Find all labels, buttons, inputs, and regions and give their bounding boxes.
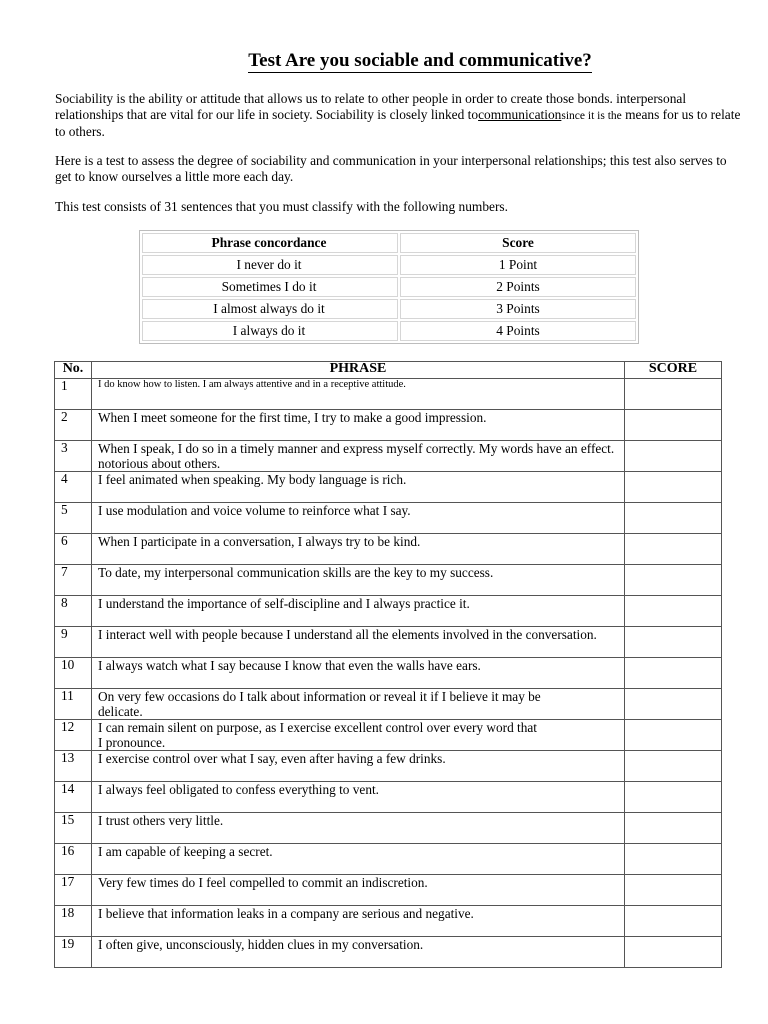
question-number: 10 xyxy=(55,658,92,689)
question-number: 3 xyxy=(55,441,92,472)
legend-row xyxy=(142,299,636,319)
question-number: 6 xyxy=(55,534,92,565)
legend-phrase: I always do it xyxy=(142,321,398,341)
question-number: 17 xyxy=(55,875,92,906)
question-phrase-line: I believe that information leaks in a company are serious and negative. xyxy=(98,906,474,921)
legend-row xyxy=(142,321,636,341)
question-phrase xyxy=(92,534,625,565)
question-number: 1 xyxy=(55,379,92,410)
question-phrase-line: I trust others very little. xyxy=(98,813,224,828)
legend-score: 1 Point xyxy=(400,255,636,275)
intro-text-1a: Sociability is the ability or attitude that allows us to relate to other people in order to create those bonds. interpersonal relationships that are vital for our life in society. Sociability is closely linked to xyxy=(55,91,687,122)
question-phrase-line: To date, my interpersonal communication skills are the key to my success. xyxy=(98,565,494,580)
score-cell[interactable] xyxy=(625,906,722,937)
question-phrase xyxy=(92,379,625,410)
intro-small-text: since it is the xyxy=(561,109,622,122)
question-phrase-line: I am capable of keeping a secret. xyxy=(98,844,273,859)
question-number: 12 xyxy=(55,720,92,751)
question-row xyxy=(55,379,722,410)
questions-header-row xyxy=(55,362,722,379)
legend-row xyxy=(142,277,636,297)
score-cell[interactable] xyxy=(625,596,722,627)
communication-link[interactable]: communication xyxy=(478,106,562,122)
page-title xyxy=(0,50,768,72)
score-cell[interactable] xyxy=(625,689,722,720)
score-cell[interactable] xyxy=(625,627,722,658)
question-row xyxy=(55,751,722,782)
question-phrase xyxy=(92,906,625,937)
question-phrase xyxy=(92,503,625,534)
question-row xyxy=(55,813,722,844)
legend-header-phrase: Phrase concordance xyxy=(142,233,398,253)
intro-paragraph-3: This test consists of 31 sentences that you must classify with the following numbers. xyxy=(55,199,508,214)
question-number: 9 xyxy=(55,627,92,658)
question-row xyxy=(55,534,722,565)
score-cell[interactable] xyxy=(625,875,722,906)
question-phrase-line: I always watch what I say because I know that even the walls have ears. xyxy=(98,658,481,673)
question-phrase-line: I can remain silent on purpose, as I exercise excellent control over every word that xyxy=(98,720,537,735)
question-phrase-line: I interact well with people because I understand all the elements involved in the conversation. xyxy=(98,627,597,642)
question-phrase-line: When I speak, I do so in a timely manner and express myself correctly. My words have an effect. xyxy=(98,441,615,456)
score-cell[interactable] xyxy=(625,472,722,503)
question-phrase-line: I often give, unconsciously, hidden clues in my conversation. xyxy=(98,937,424,952)
question-phrase-line: I always feel obligated to confess everything to vent. xyxy=(98,782,379,797)
question-number: 5 xyxy=(55,503,92,534)
score-cell[interactable] xyxy=(625,658,722,689)
question-number: 16 xyxy=(55,844,92,875)
question-row xyxy=(55,627,722,658)
score-cell[interactable] xyxy=(625,751,722,782)
question-row xyxy=(55,441,722,472)
header-phrase: PHRASE xyxy=(92,362,625,379)
legend-header-row xyxy=(142,233,636,253)
question-row xyxy=(55,906,722,937)
question-phrase xyxy=(92,782,625,813)
question-number: 8 xyxy=(55,596,92,627)
question-phrase-line: When I meet someone for the first time, I try to make a good impression. xyxy=(98,410,487,425)
score-cell[interactable] xyxy=(625,813,722,844)
question-phrase xyxy=(92,565,625,596)
question-number: 2 xyxy=(55,410,92,441)
question-number: 13 xyxy=(55,751,92,782)
legend-phrase: I never do it xyxy=(142,255,398,275)
question-row xyxy=(55,658,722,689)
question-phrase xyxy=(92,627,625,658)
legend-header-score: Score xyxy=(400,233,636,253)
question-phrase-line: I do know how to listen. I am always attentive and in a receptive attitude. xyxy=(98,379,406,390)
legend-score: 3 Points xyxy=(400,299,636,319)
question-phrase xyxy=(92,813,625,844)
question-row xyxy=(55,782,722,813)
score-cell[interactable] xyxy=(625,503,722,534)
question-number: 7 xyxy=(55,565,92,596)
question-phrase xyxy=(92,658,625,689)
question-phrase xyxy=(92,472,625,503)
legend-score: 2 Points xyxy=(400,277,636,297)
intro-paragraph-1 xyxy=(55,91,745,140)
question-phrase-line: I feel animated when speaking. My body language is rich. xyxy=(98,472,407,487)
question-row xyxy=(55,410,722,441)
question-number: 18 xyxy=(55,906,92,937)
question-phrase-line: I understand the importance of self-discipline and I always practice it. xyxy=(98,596,470,611)
score-cell[interactable] xyxy=(625,844,722,875)
question-row xyxy=(55,596,722,627)
question-phrase xyxy=(92,844,625,875)
score-cell[interactable] xyxy=(625,379,722,410)
question-phrase-line: On very few occasions do I talk about information or reveal it if I believe it may be xyxy=(98,689,541,704)
question-phrase xyxy=(92,596,625,627)
question-phrase xyxy=(92,689,625,720)
question-phrase-line: Very few times do I feel compelled to commit an indiscretion. xyxy=(98,875,428,890)
question-number: 19 xyxy=(55,937,92,968)
question-phrase xyxy=(92,937,625,968)
question-row xyxy=(55,720,722,751)
question-number: 4 xyxy=(55,472,92,503)
questions-table xyxy=(54,361,722,968)
question-phrase-line: I use modulation and voice volume to reinforce what I say. xyxy=(98,503,411,518)
header-no: No. xyxy=(55,362,92,379)
question-phrase xyxy=(92,441,625,472)
intro-text-1b: means for us to relate to others. xyxy=(55,106,741,139)
legend-phrase: I almost always do it xyxy=(142,299,398,319)
question-row xyxy=(55,503,722,534)
question-row xyxy=(55,937,722,968)
legend-row xyxy=(142,255,636,275)
question-phrase-line: I exercise control over what I say, even after having a few drinks. xyxy=(98,751,446,766)
question-row xyxy=(55,565,722,596)
question-phrase xyxy=(92,751,625,782)
question-row xyxy=(55,689,722,720)
score-legend-table xyxy=(139,230,639,344)
question-phrase-line: When I participate in a conversation, I always try to be kind. xyxy=(98,534,421,549)
question-phrase-line: I pronounce. xyxy=(98,735,166,750)
legend-phrase: Sometimes I do it xyxy=(142,277,398,297)
score-cell[interactable] xyxy=(625,410,722,441)
score-cell[interactable] xyxy=(625,720,722,751)
question-number: 15 xyxy=(55,813,92,844)
header-score: SCORE xyxy=(625,362,722,379)
question-row xyxy=(55,472,722,503)
question-row xyxy=(55,875,722,906)
question-number: 14 xyxy=(55,782,92,813)
question-phrase-line: delicate. xyxy=(98,704,143,719)
title-text: Test Are you sociable and communicative? xyxy=(248,50,592,71)
question-phrase xyxy=(92,875,625,906)
score-cell[interactable] xyxy=(625,441,722,472)
score-cell[interactable] xyxy=(625,937,722,968)
question-phrase xyxy=(92,720,625,751)
intro-paragraph-2: Here is a test to assess the degree of sociability and communication in your interpersonal relationships; this test also serves to get to know ourselves a little more each day. xyxy=(55,153,727,184)
question-number: 11 xyxy=(55,689,92,720)
score-cell[interactable] xyxy=(625,782,722,813)
question-row xyxy=(55,844,722,875)
question-phrase xyxy=(92,410,625,441)
legend-score: 4 Points xyxy=(400,321,636,341)
score-cell[interactable] xyxy=(625,565,722,596)
question-phrase-line: notorious about others. xyxy=(98,456,221,471)
score-cell[interactable] xyxy=(625,534,722,565)
